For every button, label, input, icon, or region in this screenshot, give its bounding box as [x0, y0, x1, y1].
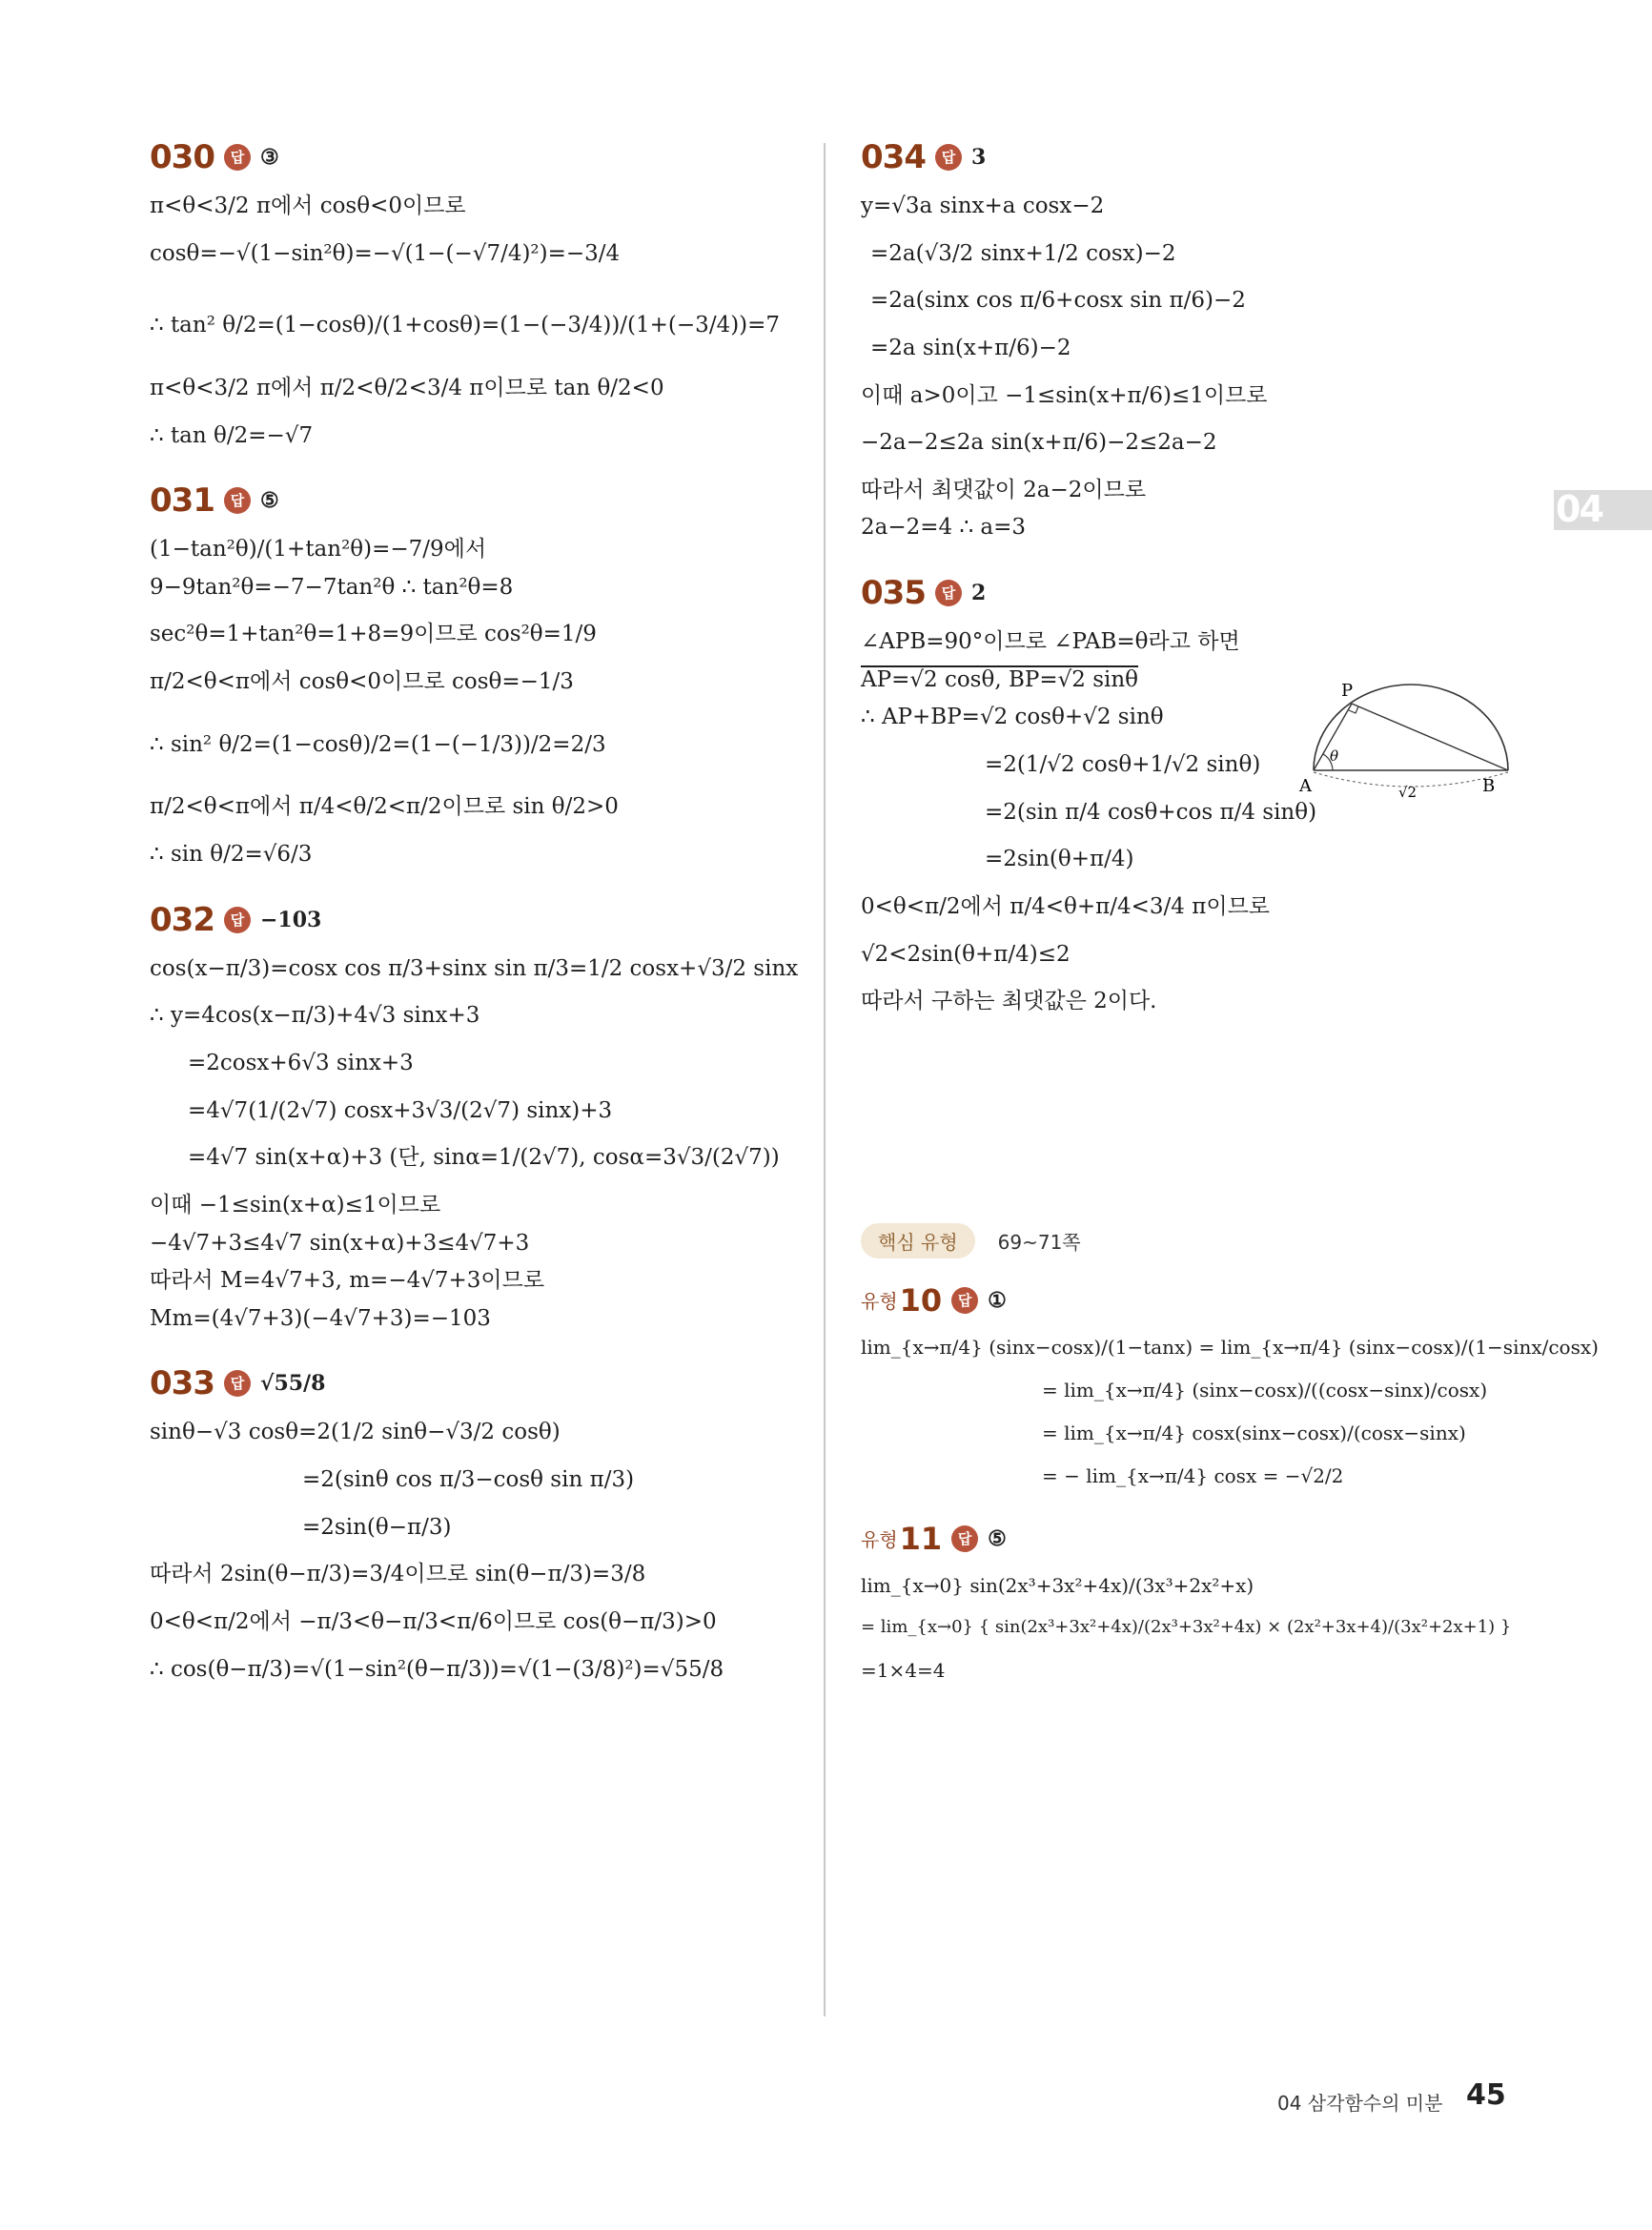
problem-034	[861, 138, 1395, 545]
solution-line: ∴ sin θ/2=√6/3	[150, 842, 313, 868]
type-header	[861, 1281, 1395, 1320]
solution-line: ∠APB=90°이므로 ∠PAB=θ라고 하면	[861, 629, 1240, 655]
solution-line: cos(x−π/3)=cosx cos π/3+sinx sin π/3=1/2 cosx+√3/2 sinx	[150, 955, 799, 981]
problem-header	[150, 901, 817, 939]
answer-badge: 답	[224, 907, 251, 933]
solution-line: 2a−2=4 ∴ a=3	[861, 515, 1027, 541]
solution-line: =4√7(1/(2√7) cosx+3√3/(2√7) sinx)+3	[188, 1097, 613, 1123]
solution-line: 9−9tan²θ=−7−7tan²θ ∴ tan²θ=8	[150, 574, 514, 600]
problem-number: 035	[861, 574, 926, 613]
problem-033	[150, 1364, 817, 1687]
solution-line: Mm=(4√7+3)(−4√7+3)=−103	[150, 1305, 491, 1331]
solution-line: ∴ sin² θ/2=(1−cosθ)/2=(1−(−1/3))/2=2/3	[150, 731, 606, 757]
solution-line: 0<θ<π/2에서 −π/3<θ−π/3<π/6이므로 cos(θ−π/3)>0	[150, 1609, 717, 1635]
solution-line: π<θ<3/2 π에서 cosθ<0이므로	[150, 194, 466, 218]
answer-badge: 답	[935, 580, 962, 606]
label-a: A	[1299, 776, 1312, 796]
answer-value: 3	[970, 145, 987, 170]
label-theta: θ	[1330, 747, 1339, 765]
solution-line: = lim_{x→0} { sin(2x³+3x²+4x)/(2x³+3x²+4x) × (2x²+3x+4)/(3x²+2x+1) }	[861, 1616, 1512, 1637]
solution-line: π/2<θ<π에서 cosθ<0이므로 cosθ=−1/3	[150, 669, 574, 695]
solution-line: =1×4=4	[861, 1658, 946, 1682]
solution-line: = lim_{x→π/4} (sinx−cosx)/((cosx−sinx)/cosx)	[1042, 1378, 1488, 1401]
answer-value: ③	[259, 145, 279, 170]
solution-line: √2<2sin(θ+π/4)≤2	[861, 941, 1071, 967]
solution-line: −4√7+3≤4√7 sin(x+α)+3≤4√7+3	[150, 1230, 530, 1256]
answer-badge: 답	[951, 1525, 978, 1552]
type-number: 11	[899, 1520, 943, 1557]
solution-line: =2a sin(x+π/6)−2	[870, 335, 1071, 360]
solution-line: =2sin(θ−π/3)	[302, 1514, 452, 1540]
solution-line: 따라서 M=4√7+3, m=−4√7+3이므로	[150, 1268, 545, 1294]
page-number: 45	[1466, 2078, 1506, 2112]
solution-line: =2(sin π/4 cosθ+cos π/4 sinθ)	[985, 799, 1317, 825]
type-11	[861, 1520, 1512, 1686]
right-angle-mark	[1349, 706, 1358, 713]
solution-line: 0<θ<π/2에서 π/4<θ+π/4<3/4 π이므로	[861, 893, 1271, 919]
type-header	[861, 1520, 1395, 1558]
solution-line: =2(sinθ cos π/3−cosθ sin π/3)	[302, 1467, 635, 1493]
problem-032	[150, 901, 817, 1337]
answer-badge: 답	[935, 144, 962, 171]
problem-number: 034	[861, 138, 926, 176]
problem-031	[150, 481, 817, 871]
column-divider	[824, 143, 826, 2016]
solution-line: π<θ<3/2 π에서 π/2<θ/2<3/4 π이므로 tan θ/2<0	[150, 375, 664, 400]
answer-value: ⑤	[988, 1525, 1007, 1551]
core-type-section	[861, 1223, 1395, 1258]
problem-header	[861, 574, 1395, 612]
section-pages: 69~71쪽	[997, 1230, 1081, 1254]
solution-line: =2a(sinx cos π/6+cosx sin π/6)−2	[870, 288, 1246, 314]
label-b: B	[1482, 776, 1496, 796]
type-10	[861, 1281, 1599, 1491]
chapter-side-tab-label: 04	[1556, 488, 1602, 530]
problem-header	[861, 138, 1395, 176]
solution-line: = lim_{x→π/4} cosx(sinx−cosx)/(cosx−sinx)	[1042, 1421, 1466, 1444]
solution-line: 이때 a>0이고 −1≤sin(x+π/6)≤1이므로	[861, 382, 1268, 408]
problem-number: 031	[150, 481, 214, 521]
problem-header	[150, 1364, 817, 1402]
solution-line: π/2<θ<π에서 π/4<θ/2<π/2이므로 sin θ/2>0	[150, 794, 619, 820]
solution-line: =2a(√3/2 sinx+1/2 cosx)−2	[870, 240, 1176, 266]
solution-line: = − lim_{x→π/4} cosx = −√2/2	[1042, 1463, 1344, 1487]
answer-badge: 답	[224, 1370, 251, 1397]
problem-030	[150, 138, 817, 453]
solution-line: ∴ y=4cos(x−π/3)+4√3 sinx+3	[150, 1003, 480, 1029]
left-column	[150, 138, 817, 1715]
problem-number: 032	[150, 900, 214, 939]
spacer	[861, 1048, 1395, 1210]
solution-line: ∴ tan² θ/2=(1−cosθ)/(1+cosθ)=(1−(−3/4))/(1+(−3/4))=7	[150, 313, 781, 338]
footer-chapter: 04 삼각함수의 미분	[1277, 2092, 1443, 2115]
type-prefix: 유형	[861, 1290, 898, 1314]
solution-line: 따라서 최댓값이 2a−2이므로	[861, 477, 1147, 502]
problem-number: 033	[150, 1364, 214, 1403]
solution-line: lim_{x→0} sin(2x³+3x²+4x)/(3x³+2x²+x)	[861, 1573, 1254, 1597]
solution-line: sinθ−√3 cosθ=2(1/2 sinθ−√3/2 cosθ)	[150, 1420, 561, 1445]
solution-line: ∴ cos(θ−π/3)=√(1−sin²(θ−π/3))=√(1−(3/8)²)=√55/8	[150, 1656, 724, 1682]
problem-header	[150, 138, 817, 176]
solution-line: =2cosx+6√3 sinx+3	[188, 1050, 414, 1075]
solution-line: ∴ tan θ/2=−√7	[150, 422, 314, 448]
answer-value: √55/8	[259, 1371, 326, 1397]
solution-line: =2(1/√2 cosθ+1/√2 sinθ)	[985, 752, 1261, 778]
solution-line: y=√3a sinx+a cosx−2	[861, 194, 1105, 218]
answer-value: −103	[259, 907, 322, 932]
solution-line: sec²θ=1+tan²θ=1+8=9이므로 cos²θ=1/9	[150, 622, 597, 647]
semicircle-diagram	[1299, 677, 1511, 801]
solution-line: ∴ AP+BP=√2 cosθ+√2 sinθ	[861, 705, 1164, 730]
solution-line: AP=√2 cosθ, BP=√2 sinθ	[861, 666, 1139, 692]
label-base: √2	[1398, 784, 1417, 801]
type-number: 10	[899, 1281, 943, 1319]
answer-badge: 답	[224, 144, 251, 171]
solution-line: −2a−2≤2a sin(x+π/6)−2≤2a−2	[861, 430, 1217, 456]
answer-value: ⑤	[259, 488, 279, 514]
answer-value: 2	[970, 581, 987, 606]
problem-header	[150, 481, 817, 520]
solution-line: =2sin(θ+π/4)	[985, 847, 1134, 872]
answer-badge: 답	[224, 487, 251, 514]
solution-line: lim_{x→π/4} (sinx−cosx)/(1−tanx) = lim_{x→π/4} (sinx−cosx)/(1−sinx/cosx)	[861, 1335, 1599, 1359]
solution-line: 따라서 2sin(θ−π/3)=3/4이므로 sin(θ−π/3)=3/8	[150, 1562, 646, 1587]
problem-number: 030	[150, 138, 214, 176]
label-p: P	[1341, 681, 1354, 701]
answer-badge: 답	[951, 1287, 978, 1314]
answer-value: ①	[988, 1287, 1007, 1313]
solution-line: =4√7 sin(x+α)+3 (단, sinα=1/(2√7), cosα=3√3/(2√7))	[188, 1145, 780, 1171]
solution-line: 따라서 구하는 최댓값은 2이다.	[861, 989, 1157, 1014]
solution-line: (1−tan²θ)/(1+tan²θ)=−7/9에서	[150, 537, 487, 563]
solution-line: cosθ=−√(1−sin²θ)=−√(1−(−√7/4)²)=−3/4	[150, 240, 621, 266]
solution-line: 이때 −1≤sin(x+α)≤1이므로	[150, 1192, 441, 1217]
section-pill: 핵심 유형	[861, 1223, 975, 1258]
type-prefix: 유형	[861, 1528, 898, 1552]
